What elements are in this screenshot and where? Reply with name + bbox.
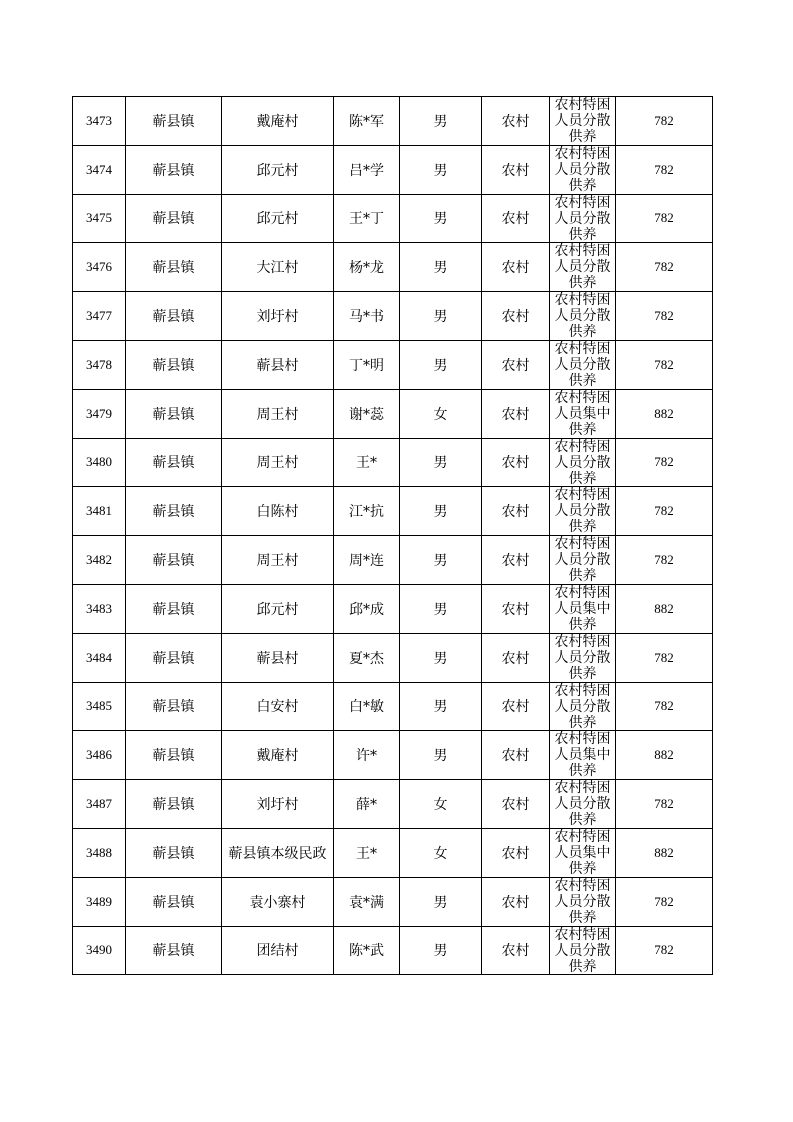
beneficiary-table [72,96,713,975]
gender-cell: 男 [400,633,482,682]
gender-cell: 男 [400,243,482,292]
residence-cell: 农村 [482,438,550,487]
row-id-cell: 3484 [73,633,126,682]
category-text: 农村特困人员分散供养 [554,438,611,486]
village-cell: 邱元村 [222,145,334,194]
name-cell: 马*书 [334,292,400,341]
village-cell: 团结村 [222,926,334,975]
town-cell: 蕲县镇 [126,292,222,341]
gender-cell: 男 [400,438,482,487]
name-cell: 夏*杰 [334,633,400,682]
residence-cell: 农村 [482,877,550,926]
table-row [73,97,713,146]
row-id-cell: 3476 [73,243,126,292]
name-cell: 许* [334,731,400,780]
table-row [73,780,713,829]
table-row [73,877,713,926]
name-cell: 吕*学 [334,145,400,194]
name-cell: 丁*明 [334,340,400,389]
table-row [73,389,713,438]
name-cell: 薛* [334,780,400,829]
category-cell [550,438,616,487]
name-cell: 陈*武 [334,926,400,975]
amount-cell: 882 [616,828,713,877]
amount-cell: 782 [616,194,713,243]
gender-cell: 男 [400,145,482,194]
village-cell: 蕲县镇本级民政 [222,828,334,877]
gender-cell: 女 [400,780,482,829]
residence-cell: 农村 [482,340,550,389]
village-cell: 戴庵村 [222,97,334,146]
town-cell: 蕲县镇 [126,828,222,877]
name-cell: 袁*满 [334,877,400,926]
gender-cell: 男 [400,97,482,146]
town-cell: 蕲县镇 [126,145,222,194]
name-cell: 白*敏 [334,682,400,731]
gender-cell: 男 [400,731,482,780]
table-row [73,145,713,194]
row-id-cell: 3473 [73,97,126,146]
name-cell: 王*丁 [334,194,400,243]
name-cell: 杨*龙 [334,243,400,292]
town-cell: 蕲县镇 [126,340,222,389]
town-cell: 蕲县镇 [126,487,222,536]
category-cell [550,487,616,536]
category-cell [550,340,616,389]
amount-cell: 782 [616,97,713,146]
residence-cell: 农村 [482,828,550,877]
village-cell: 刘圩村 [222,780,334,829]
category-cell [550,584,616,633]
row-id-cell: 3481 [73,487,126,536]
amount-cell: 782 [616,438,713,487]
row-id-cell: 3488 [73,828,126,877]
table-row [73,926,713,975]
category-cell [550,145,616,194]
village-cell: 邱元村 [222,584,334,633]
table-row [73,682,713,731]
residence-cell: 农村 [482,536,550,585]
row-id-cell: 3489 [73,877,126,926]
category-text: 农村特困人员分散供养 [554,926,611,974]
village-cell: 袁小寨村 [222,877,334,926]
category-text: 农村特困人员分散供养 [554,145,611,193]
residence-cell: 农村 [482,97,550,146]
amount-cell: 882 [616,731,713,780]
residence-cell: 农村 [482,145,550,194]
town-cell: 蕲县镇 [126,389,222,438]
town-cell: 蕲县镇 [126,536,222,585]
amount-cell: 782 [616,145,713,194]
village-cell: 白安村 [222,682,334,731]
row-id-cell: 3490 [73,926,126,975]
village-cell: 周王村 [222,438,334,487]
category-text: 农村特困人员分散供养 [554,97,611,144]
name-cell: 陈*军 [334,97,400,146]
town-cell: 蕲县镇 [126,243,222,292]
gender-cell: 男 [400,682,482,731]
amount-cell: 782 [616,926,713,975]
village-cell: 周王村 [222,389,334,438]
town-cell: 蕲县镇 [126,731,222,780]
category-cell [550,97,616,146]
name-cell: 周*连 [334,536,400,585]
category-cell [550,633,616,682]
residence-cell: 农村 [482,243,550,292]
residence-cell: 农村 [482,731,550,780]
table-row [73,292,713,341]
amount-cell: 782 [616,682,713,731]
name-cell: 谢*蕊 [334,389,400,438]
residence-cell: 农村 [482,487,550,536]
town-cell: 蕲县镇 [126,438,222,487]
town-cell: 蕲县镇 [126,780,222,829]
gender-cell: 男 [400,536,482,585]
town-cell: 蕲县镇 [126,97,222,146]
residence-cell: 农村 [482,389,550,438]
table-row [73,633,713,682]
row-id-cell: 3477 [73,292,126,341]
amount-cell: 782 [616,536,713,585]
amount-cell: 882 [616,584,713,633]
village-cell: 大江村 [222,243,334,292]
village-cell: 白陈村 [222,487,334,536]
row-id-cell: 3475 [73,194,126,243]
gender-cell: 男 [400,194,482,243]
table-row [73,243,713,292]
gender-cell: 女 [400,828,482,877]
row-id-cell: 3485 [73,682,126,731]
town-cell: 蕲县镇 [126,682,222,731]
table-row [73,340,713,389]
residence-cell: 农村 [482,292,550,341]
name-cell: 王* [334,438,400,487]
category-text: 农村特困人员分散供养 [554,487,611,535]
category-text: 农村特困人员集中供养 [554,584,611,632]
residence-cell: 农村 [482,780,550,829]
table-row [73,731,713,780]
category-text: 农村特困人员分散供养 [554,682,611,730]
row-id-cell: 3486 [73,731,126,780]
village-cell: 蕲县村 [222,340,334,389]
residence-cell: 农村 [482,633,550,682]
category-text: 农村特困人员分散供养 [554,194,611,242]
gender-cell: 男 [400,292,482,341]
category-text: 农村特困人员分散供养 [554,292,611,340]
row-id-cell: 3478 [73,340,126,389]
row-id-cell: 3479 [73,389,126,438]
amount-cell: 782 [616,780,713,829]
town-cell: 蕲县镇 [126,633,222,682]
residence-cell: 农村 [482,682,550,731]
table-row [73,536,713,585]
category-cell [550,292,616,341]
residence-cell: 农村 [482,194,550,243]
category-cell [550,536,616,585]
category-cell [550,926,616,975]
town-cell: 蕲县镇 [126,877,222,926]
village-cell: 周王村 [222,536,334,585]
row-id-cell: 3474 [73,145,126,194]
amount-cell: 882 [616,389,713,438]
town-cell: 蕲县镇 [126,926,222,975]
category-cell [550,877,616,926]
table-row [73,828,713,877]
category-text: 农村特困人员集中供养 [554,731,611,779]
residence-cell: 农村 [482,926,550,975]
gender-cell: 女 [400,389,482,438]
table-row [73,584,713,633]
town-cell: 蕲县镇 [126,584,222,633]
amount-cell: 782 [616,243,713,292]
name-cell: 江*抗 [334,487,400,536]
category-text: 农村特困人员分散供养 [554,780,611,828]
village-cell: 蕲县村 [222,633,334,682]
table-row [73,438,713,487]
village-cell: 刘圩村 [222,292,334,341]
category-text: 农村特困人员集中供养 [554,389,611,437]
category-cell [550,682,616,731]
category-text: 农村特困人员分散供养 [554,340,611,388]
name-cell: 王* [334,828,400,877]
table-row [73,194,713,243]
gender-cell: 男 [400,926,482,975]
name-cell: 邱*成 [334,584,400,633]
amount-cell: 782 [616,633,713,682]
category-cell [550,828,616,877]
amount-cell: 782 [616,340,713,389]
category-text: 农村特困人员分散供养 [554,243,611,291]
gender-cell: 男 [400,877,482,926]
town-cell: 蕲县镇 [126,194,222,243]
category-cell [550,389,616,438]
gender-cell: 男 [400,487,482,536]
category-text: 农村特困人员集中供养 [554,828,611,876]
row-id-cell: 3480 [73,438,126,487]
table-body [73,97,713,975]
category-cell [550,243,616,292]
amount-cell: 782 [616,292,713,341]
gender-cell: 男 [400,340,482,389]
category-cell [550,780,616,829]
gender-cell: 男 [400,584,482,633]
category-cell [550,194,616,243]
category-text: 农村特困人员分散供养 [554,877,611,925]
village-cell: 戴庵村 [222,731,334,780]
village-cell: 邱元村 [222,194,334,243]
row-id-cell: 3487 [73,780,126,829]
row-id-cell: 3482 [73,536,126,585]
residence-cell: 农村 [482,584,550,633]
category-text: 农村特困人员分散供养 [554,633,611,681]
amount-cell: 782 [616,487,713,536]
table-row [73,487,713,536]
amount-cell: 782 [616,877,713,926]
row-id-cell: 3483 [73,584,126,633]
category-cell [550,731,616,780]
category-text: 农村特困人员分散供养 [554,536,611,584]
